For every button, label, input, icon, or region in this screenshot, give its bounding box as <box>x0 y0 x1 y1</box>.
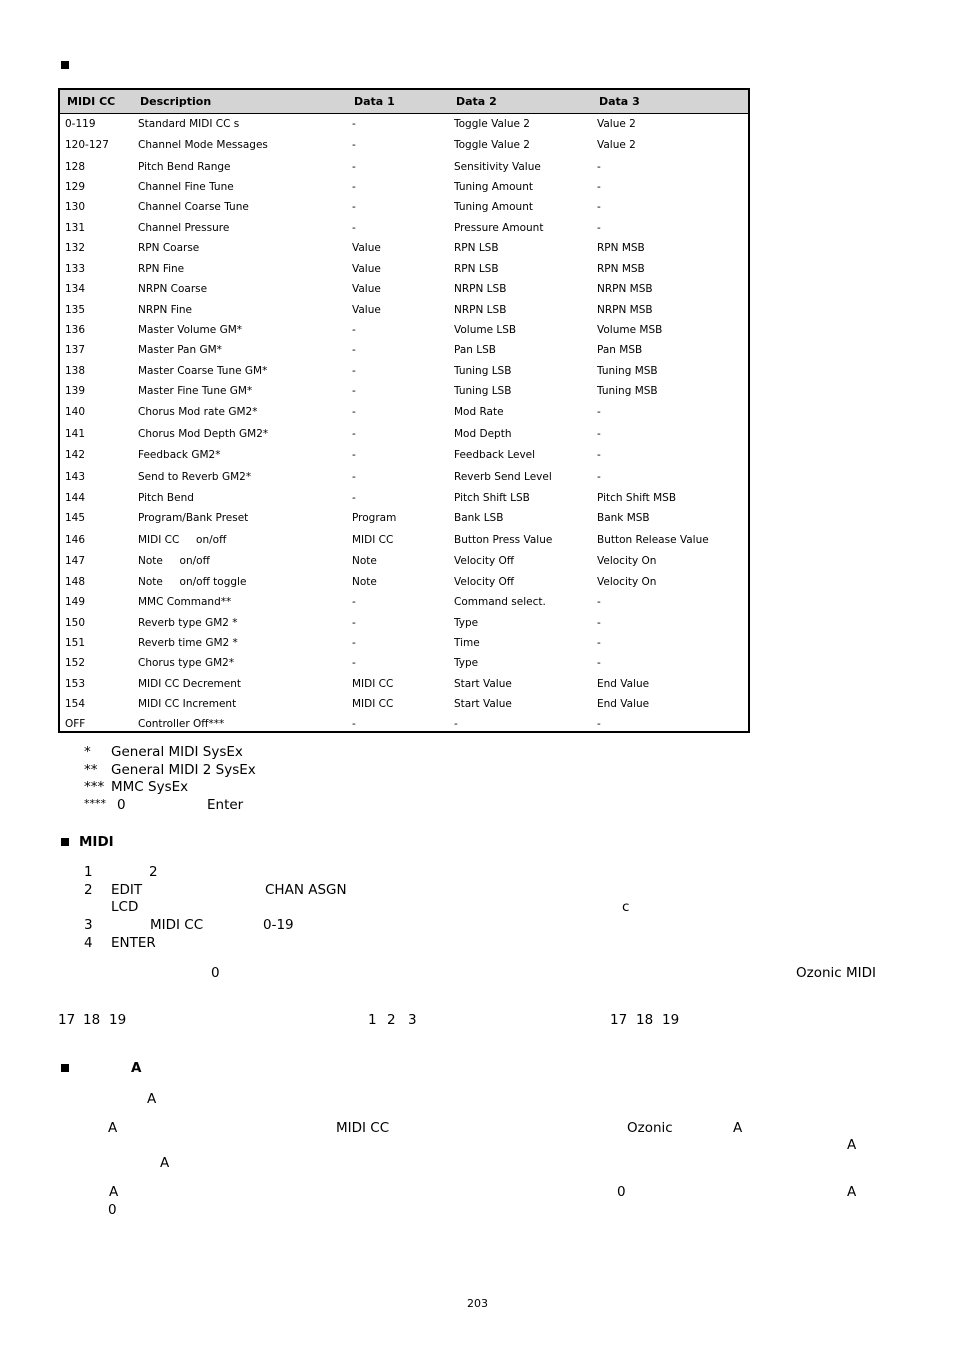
footnote-mark-3: *** <box>84 779 105 795</box>
section-bullet-icon <box>61 1064 69 1072</box>
cell-data3: - <box>597 201 601 213</box>
table-row <box>60 533 748 553</box>
cell-data2: - <box>454 718 458 730</box>
step-text: 0-19 <box>263 917 294 933</box>
cell-data3: - <box>597 596 601 608</box>
cell-description: MIDI CC on/off <box>138 534 227 546</box>
cell-data2: Type <box>454 617 479 629</box>
cell-midi-cc: 142 <box>65 449 86 461</box>
paragraph-text: A <box>160 1155 170 1171</box>
table-header <box>60 90 748 114</box>
cell-description: Reverb type GM2 * <box>138 617 238 629</box>
cell-description: MIDI CC Increment <box>138 698 237 710</box>
paragraph-text: 19 <box>662 1012 680 1028</box>
cell-midi-cc: 147 <box>65 555 86 567</box>
cell-description: NRPN Coarse <box>138 283 208 295</box>
cell-midi-cc: 141 <box>65 428 86 440</box>
paragraph-text: 17 <box>610 1012 628 1028</box>
cell-data3: Volume MSB <box>597 324 663 336</box>
cell-data2: Feedback Level <box>454 449 536 461</box>
header-data3: Data 3 <box>599 95 640 108</box>
section-bullet-icon <box>61 61 69 69</box>
table-row <box>60 448 748 468</box>
cell-data2: Pitch Shift LSB <box>454 492 530 504</box>
cell-midi-cc: 154 <box>65 698 86 710</box>
paragraph-text: 17 <box>58 1012 76 1028</box>
footnote-mark-1: * <box>84 744 91 760</box>
cell-data2: Tuning Amount <box>454 181 533 193</box>
table-row <box>60 303 748 323</box>
footnote-text-2: General MIDI 2 SysEx <box>111 762 256 778</box>
cell-midi-cc: 135 <box>65 304 86 316</box>
cell-data1: - <box>352 222 356 234</box>
cell-data1: - <box>352 492 356 504</box>
paragraph-text: 18 <box>636 1012 654 1028</box>
cell-midi-cc: 128 <box>65 161 86 173</box>
table-row <box>60 200 748 220</box>
table-row <box>60 282 748 302</box>
header-data2: Data 2 <box>456 95 497 108</box>
midi-cc-table <box>58 88 750 733</box>
cell-data1: Note <box>352 555 377 567</box>
cell-data3: - <box>597 471 601 483</box>
cell-midi-cc: 144 <box>65 492 86 504</box>
cell-data2: NRPN LSB <box>454 304 507 316</box>
table-row <box>60 470 748 490</box>
cell-description: Channel Fine Tune <box>138 181 234 193</box>
cell-midi-cc: 129 <box>65 181 86 193</box>
cell-description: Master Pan GM* <box>138 344 222 356</box>
paragraph-text: 0 <box>108 1202 117 1218</box>
cell-midi-cc: 148 <box>65 576 86 588</box>
table-row <box>60 405 748 425</box>
table-row <box>60 491 748 511</box>
cell-data1: - <box>352 161 356 173</box>
footnote-text-1: General MIDI SysEx <box>111 744 243 760</box>
cell-data3: - <box>597 617 601 629</box>
table-row <box>60 364 748 384</box>
cell-midi-cc: 146 <box>65 534 86 546</box>
footnote-text-3: MMC SysEx <box>111 779 189 795</box>
footnote-extra-4: Enter <box>207 797 244 813</box>
cell-data2: NRPN LSB <box>454 283 507 295</box>
cell-description: Program/Bank Preset <box>138 512 249 524</box>
cell-midi-cc: 152 <box>65 657 86 669</box>
cell-data3: Velocity On <box>597 576 657 588</box>
cell-data2: Velocity Off <box>454 576 515 588</box>
cell-data2: Pan LSB <box>454 344 497 356</box>
cell-data2: Time <box>454 637 480 649</box>
cell-description: Reverb time GM2 * <box>138 637 238 649</box>
table-row <box>60 697 748 717</box>
cell-data2: Type <box>454 657 479 669</box>
page-number: 203 <box>467 1297 488 1310</box>
cell-data3: - <box>597 657 601 669</box>
cell-data2: Mod Rate <box>454 406 504 418</box>
cell-midi-cc: 149 <box>65 596 86 608</box>
cell-data3: Value 2 <box>597 139 636 151</box>
header-data1: Data 1 <box>354 95 395 108</box>
cell-description: Chorus type GM2* <box>138 657 235 669</box>
paragraph-text: Ozonic <box>627 1120 673 1136</box>
table-row <box>60 221 748 241</box>
cell-data1: - <box>352 324 356 336</box>
table-row <box>60 575 748 595</box>
cell-description: Chorus Mod Depth GM2* <box>138 428 269 440</box>
step-text: EDIT <box>111 882 143 898</box>
table-row <box>60 138 748 158</box>
table-row <box>60 343 748 363</box>
cell-midi-cc: 153 <box>65 678 86 690</box>
cell-data1: - <box>352 637 356 649</box>
cell-description: RPN Coarse <box>138 242 200 254</box>
cell-data1: Program <box>352 512 397 524</box>
cell-data2: Button Press Value <box>454 534 553 546</box>
cell-data2: RPN LSB <box>454 242 499 254</box>
cell-data2: Sensitivity Value <box>454 161 541 173</box>
paragraph-text: A <box>847 1137 857 1153</box>
cell-data1: Value <box>352 283 381 295</box>
cell-data1: - <box>352 617 356 629</box>
header-midi-cc: MIDI CC <box>67 95 116 108</box>
cell-midi-cc: 130 <box>65 201 86 213</box>
cell-data3: - <box>597 637 601 649</box>
cell-data1: - <box>352 118 356 130</box>
table-row <box>60 384 748 404</box>
table-row <box>60 117 748 137</box>
cell-midi-cc: 139 <box>65 385 86 397</box>
table-row <box>60 262 748 282</box>
step-text: ENTER <box>111 935 156 951</box>
cell-data3: - <box>597 428 601 440</box>
cell-description: Master Fine Tune GM* <box>138 385 253 397</box>
cell-data2: RPN LSB <box>454 263 499 275</box>
paragraph-text: 19 <box>109 1012 127 1028</box>
cell-data2: Toggle Value 2 <box>454 139 530 151</box>
step-text: LCD <box>111 899 139 915</box>
table-row <box>60 554 748 574</box>
cell-data3: - <box>597 222 601 234</box>
section-heading-midi: MIDI <box>79 834 114 850</box>
cell-data3: End Value <box>597 698 650 710</box>
cell-data3: - <box>597 161 601 173</box>
cell-data1: - <box>352 471 356 483</box>
cell-data1: - <box>352 428 356 440</box>
cell-midi-cc: 133 <box>65 263 86 275</box>
cell-description: Master Coarse Tune GM* <box>138 365 268 377</box>
paragraph-text: A <box>109 1184 119 1200</box>
table-row <box>60 595 748 615</box>
cell-description: Pitch Bend Range <box>138 161 231 173</box>
table-row <box>60 677 748 697</box>
cell-description: Standard MIDI CC s <box>138 118 240 130</box>
cell-description: Controller Off*** <box>138 718 225 730</box>
cell-data2: Tuning LSB <box>454 385 512 397</box>
cell-description: NRPN Fine <box>138 304 192 316</box>
cell-data3: RPN MSB <box>597 263 645 275</box>
cell-data3: Pitch Shift MSB <box>597 492 677 504</box>
footnote-mark-4: **** <box>84 797 106 810</box>
cell-midi-cc: 134 <box>65 283 86 295</box>
table-row <box>60 241 748 261</box>
cell-data3: NRPN MSB <box>597 283 653 295</box>
cell-description: MIDI CC Decrement <box>138 678 242 690</box>
table-row <box>60 656 748 676</box>
cell-description: RPN Fine <box>138 263 185 275</box>
cell-midi-cc: 151 <box>65 637 86 649</box>
cell-data2: Reverb Send Level <box>454 471 552 483</box>
cell-data2: Bank LSB <box>454 512 504 524</box>
paragraph-text: 0 <box>617 1184 626 1200</box>
step-number: 2 <box>84 882 93 898</box>
cell-description: Pitch Bend <box>138 492 194 504</box>
cell-midi-cc: 150 <box>65 617 86 629</box>
cell-data3: - <box>597 449 601 461</box>
cell-data1: - <box>352 181 356 193</box>
table-row <box>60 636 748 656</box>
cell-data3: NRPN MSB <box>597 304 653 316</box>
table-row <box>60 180 748 200</box>
cell-data2: Tuning LSB <box>454 365 512 377</box>
cell-data1: - <box>352 365 356 377</box>
step-text: 2 <box>149 864 158 880</box>
paragraph-text: A <box>733 1120 743 1136</box>
cell-midi-cc: 131 <box>65 222 86 234</box>
cell-data2: Toggle Value 2 <box>454 118 530 130</box>
cell-data2: Start Value <box>454 698 512 710</box>
cell-data1: - <box>352 344 356 356</box>
cell-data2: Start Value <box>454 678 512 690</box>
cell-description: Channel Coarse Tune <box>138 201 249 213</box>
cell-data1: - <box>352 406 356 418</box>
cell-data2: Mod Depth <box>454 428 512 440</box>
cell-data3: Value 2 <box>597 118 636 130</box>
cell-data1: MIDI CC <box>352 534 394 546</box>
cell-data3: Tuning MSB <box>597 365 658 377</box>
section-bullet-icon <box>61 838 69 846</box>
cell-data1: - <box>352 385 356 397</box>
cell-data3: Button Release Value <box>597 534 709 546</box>
cell-data3: Tuning MSB <box>597 385 658 397</box>
cell-midi-cc: 138 <box>65 365 86 377</box>
cell-midi-cc: 145 <box>65 512 86 524</box>
step-text: CHAN ASGN <box>265 882 347 898</box>
table-row <box>60 616 748 636</box>
cell-midi-cc: 0-119 <box>65 118 96 130</box>
step-text: MIDI CC <box>150 917 204 933</box>
cell-midi-cc: 132 <box>65 242 86 254</box>
cell-data2: Tuning Amount <box>454 201 533 213</box>
section-heading-a: A <box>131 1060 142 1076</box>
cell-data1: - <box>352 449 356 461</box>
cell-data2: Volume LSB <box>454 324 517 336</box>
cell-data1: - <box>352 596 356 608</box>
cell-data3: Bank MSB <box>597 512 650 524</box>
cell-midi-cc: OFF <box>65 718 86 730</box>
cell-description: Master Volume GM* <box>138 324 243 336</box>
paragraph-text: 0 <box>211 965 220 981</box>
header-description: Description <box>140 95 212 108</box>
cell-midi-cc: 143 <box>65 471 86 483</box>
cell-data1: - <box>352 201 356 213</box>
cell-midi-cc: 136 <box>65 324 86 336</box>
cell-data1: Value <box>352 263 381 275</box>
cell-data1: Note <box>352 576 377 588</box>
cell-data1: - <box>352 139 356 151</box>
cell-data1: Value <box>352 242 381 254</box>
table-row <box>60 427 748 447</box>
cell-data1: MIDI CC <box>352 678 394 690</box>
cell-data3: - <box>597 181 601 193</box>
step-number: 4 <box>84 935 93 951</box>
cell-data1: - <box>352 657 356 669</box>
cell-description: Channel Pressure <box>138 222 230 234</box>
cell-description: Feedback GM2* <box>138 449 221 461</box>
cell-midi-cc: 120-127 <box>65 139 109 151</box>
cell-data3: Pan MSB <box>597 344 643 356</box>
paragraph-text: 2 <box>387 1012 396 1028</box>
cell-description: Note on/off toggle <box>138 576 247 588</box>
step-number: 1 <box>84 864 93 880</box>
paragraph-text: 3 <box>408 1012 417 1028</box>
footnote-text-4: 0 <box>117 797 126 813</box>
step-number: 3 <box>84 917 93 933</box>
cell-midi-cc: 137 <box>65 344 86 356</box>
cell-data3: End Value <box>597 678 650 690</box>
cell-data3: - <box>597 406 601 418</box>
paragraph-text: 18 <box>83 1012 101 1028</box>
paragraph-text: 1 <box>368 1012 377 1028</box>
cell-description: Note on/off <box>138 555 210 567</box>
cell-description: Channel Mode Messages <box>138 139 268 151</box>
table-row <box>60 160 748 180</box>
paragraph-text: A <box>108 1120 118 1136</box>
cell-data1: Value <box>352 304 381 316</box>
cell-data1: - <box>352 718 356 730</box>
paragraph-text: A <box>147 1091 157 1107</box>
cell-data3: Velocity On <box>597 555 657 567</box>
cell-data1: MIDI CC <box>352 698 394 710</box>
footnote-mark-2: ** <box>84 762 98 778</box>
table-row <box>60 323 748 343</box>
cell-data2: Pressure Amount <box>454 222 544 234</box>
paragraph-text: Ozonic MIDI <box>796 965 876 981</box>
cell-midi-cc: 140 <box>65 406 86 418</box>
step-text: c <box>622 899 630 915</box>
cell-data3: - <box>597 718 601 730</box>
table-row <box>60 717 748 737</box>
table-row <box>60 511 748 531</box>
cell-data3: RPN MSB <box>597 242 645 254</box>
paragraph-text: MIDI CC <box>336 1120 390 1136</box>
cell-data2: Command select. <box>454 596 546 608</box>
cell-description: MMC Command** <box>138 596 232 608</box>
cell-data2: Velocity Off <box>454 555 515 567</box>
cell-description: Chorus Mod rate GM2* <box>138 406 258 418</box>
cell-description: Send to Reverb GM2* <box>138 471 252 483</box>
paragraph-text: A <box>847 1184 857 1200</box>
